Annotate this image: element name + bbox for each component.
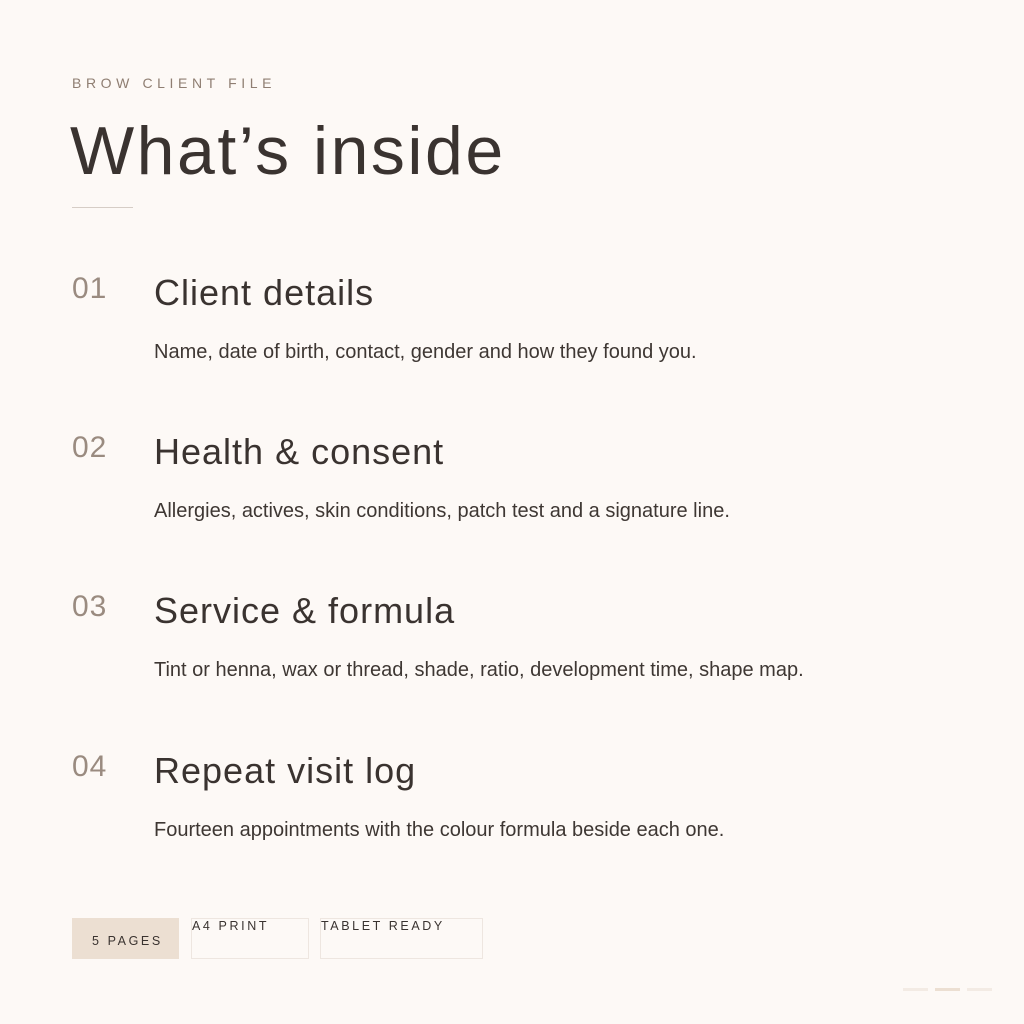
tag-label: 5 PAGES: [92, 934, 163, 948]
section-client-details: [0, 274, 1024, 394]
page-indicator-dot[interactable]: [903, 988, 928, 991]
tag-tablet-ready: [320, 918, 483, 959]
page-indicator-dot-active[interactable]: [935, 988, 960, 991]
tag-pages: [72, 918, 179, 959]
eyebrow-label: BROW CLIENT FILE: [72, 75, 277, 91]
title-divider: [72, 207, 133, 208]
section-description: Tint or henna, wax or thread, shade, ratio, development time, shape map.: [154, 659, 804, 681]
section-number: 04: [72, 750, 108, 783]
section-description: Name, date of birth, contact, gender and how they found you.: [154, 341, 697, 363]
section-title: Service & formula: [154, 590, 456, 631]
section-title: Client details: [154, 272, 375, 313]
tag-label: TABLET READY: [321, 919, 445, 933]
page-title: What’s inside: [70, 113, 506, 189]
section-description: Allergies, actives, skin conditions, patch test and a signature line.: [154, 500, 730, 522]
section-title: Repeat visit log: [154, 750, 417, 791]
section-number: 03: [72, 590, 108, 623]
tag-a4-print: [191, 918, 309, 959]
section-repeat-visit-log: [0, 752, 1024, 872]
section-number: 01: [72, 272, 108, 305]
section-health-consent: [0, 433, 1024, 553]
section-number: 02: [72, 431, 108, 464]
section-service-formula: [0, 592, 1024, 712]
section-title: Health & consent: [154, 431, 445, 472]
section-description: Fourteen appointments with the colour formula beside each one.: [154, 819, 725, 841]
tag-label: A4 PRINT: [192, 919, 270, 933]
page-indicator-dot[interactable]: [967, 988, 992, 991]
